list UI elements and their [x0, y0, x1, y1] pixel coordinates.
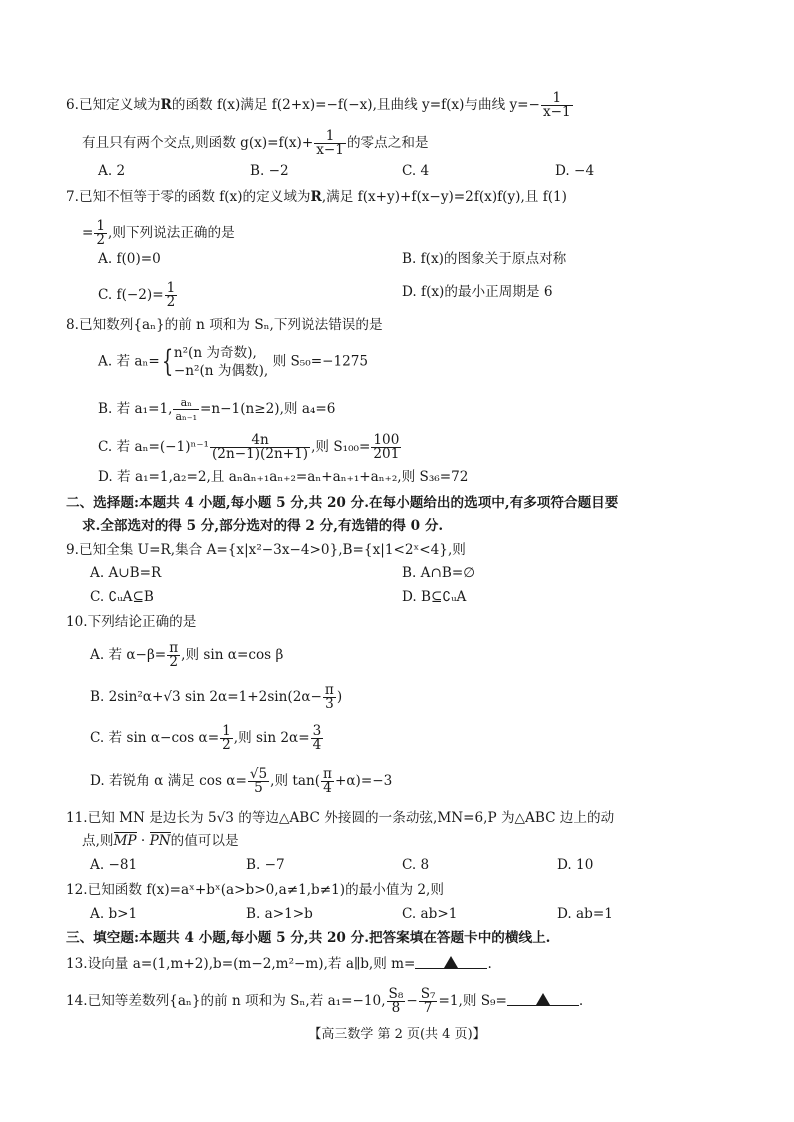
- q6-line2: 有且只有两个交点,则函数 g(x)=f(x)+ $\frac{1}{x-1}$ 的零点之和是: [82, 128, 429, 158]
- q12-option-d: D. ab=1: [557, 906, 613, 922]
- q6-option-d: D. −4: [555, 163, 595, 179]
- q10-option-a: A. 若 α−β= $\frac{\pi}{2}$ ,则 sin α=cos β: [90, 640, 284, 670]
- q9-stem: 9.已知全集 U=R,集合 A={x|x²−3x−4>0},B={x|1<2ˣ<4},则: [66, 542, 466, 558]
- q9-option-c: C. ∁ᵤA⊆B: [90, 589, 154, 605]
- vector-pn: PN: [149, 833, 171, 849]
- q6-option-a: A. 2: [98, 163, 126, 179]
- q8-option-b: B. 若 a₁=1, $\frac{\text{aₙ}}{\text{aₙ₋₁}}$ =n−1(n≥2),则 a₄=6: [98, 396, 336, 423]
- q14-s8-fraction: $\frac{\text{S₈}}{8}$: [388, 986, 404, 1016]
- q6-option-b: B. −2: [250, 163, 289, 179]
- triangle-icon: [536, 993, 550, 1005]
- q10-option-c: C. 若 sin α−cos α= $\frac{1}{2}$ ,则 sin 2α= $\frac{3}{4}$: [90, 723, 322, 753]
- q11-option-a: A. −81: [90, 857, 138, 873]
- q14-line: 14.已知等差数列{aₙ}的前 n 项和为 Sₙ,若 a₁=−10, $\frac{\text{S₈}}{8}$ − $\frac{\text{S₇}}{7}$ =1,则 S₉= .: [66, 986, 584, 1016]
- q6-fraction-2: $\frac{1}{x-1}$: [316, 128, 344, 158]
- q7-option-a: A. f(0)=0: [98, 251, 161, 267]
- q12-option-b: B. a>1>b: [246, 906, 313, 922]
- page-footer: 【高三数学 第 2 页(共 4 页)】: [308, 1027, 486, 1042]
- q9-option-d: D. B⊆∁ᵤA: [402, 589, 467, 605]
- q10-b-fraction: $\frac{\pi}{3}$: [324, 682, 334, 712]
- q14-answer-blank[interactable]: [507, 990, 579, 1006]
- q7-option-b: B. f(x)的图象关于原点对称: [402, 251, 567, 267]
- q10-d-fraction: $\frac{√5}{5}$: [249, 766, 268, 796]
- q10-option-d: D. 若锐角 α 满足 cos α= $\frac{√5}{5}$ ,则 tan( $\frac{\pi}{4}$ +α)=−3: [90, 766, 393, 796]
- q8-c-result-fraction: $\frac{100}{201}$: [373, 432, 400, 462]
- q11-line2: 点,则MP · PN的值可以是: [82, 833, 239, 849]
- q6-fraction-1: $\frac{1}{x-1}$: [542, 90, 571, 120]
- q10-c-result-fraction: $\frac{3}{4}$: [312, 723, 322, 753]
- q7-line1: 7.已知不恒等于零的函数 f(x)的定义域为R,满足 f(x+y)+f(x−y)=2f(x)f(y),且 f(1): [66, 189, 567, 205]
- q12-option-c: C. ab>1: [402, 906, 458, 922]
- q6-line1: 6.已知定义域为R的函数 f(x)满足 f(2+x)=−f(−x),且曲线 y=f(x)与曲线 y=− $\frac{1}{x-1}$: [66, 90, 571, 120]
- q13-answer-blank[interactable]: [415, 953, 487, 969]
- q10-c-fraction: $\frac{1}{2}$: [222, 723, 231, 753]
- q10-d-tan-fraction: $\frac{\pi}{4}$: [323, 766, 332, 796]
- q9-option-b: B. A∩B=∅: [402, 565, 476, 581]
- vector-mp: MP: [113, 833, 137, 849]
- q11-line1: 11.已知 MN 是边长为 5√3 的等边△ABC 外接圆的一条动弦,MN=6,P 为△ABC 边上的动: [66, 810, 615, 826]
- q11-option-d: D. 10: [557, 857, 594, 873]
- q7-option-d: D. f(x)的最小正周期是 6: [402, 284, 553, 300]
- q7-option-c: C. f(−2)= $\frac{1}{2}$: [98, 280, 176, 310]
- q11-option-c: C. 8: [402, 857, 430, 873]
- q12-stem: 12.已知函数 f(x)=aˣ+bˣ(a>b>0,a≠1,b≠1)的最小值为 2,则: [66, 882, 444, 898]
- q11-option-b: B. −7: [246, 857, 285, 873]
- q8-cases: n²(n 为奇数), −n²(n 为偶数),: [173, 345, 269, 379]
- q8-b-fraction: $\frac{\text{aₙ}}{\text{aₙ₋₁}}$: [175, 396, 198, 423]
- q8-option-d: D. 若 a₁=1,a₂=2,且 aₙaₙ₊₁aₙ₊₂=aₙ+aₙ₊₁+aₙ₊₂,则 S₃₆=72: [98, 469, 469, 485]
- q6-option-c: C. 4: [402, 163, 430, 179]
- section2-heading-line2: 求.全部选对的得 5 分,部分选对的得 2 分,有选错的得 0 分.: [82, 518, 444, 534]
- q10-stem: 10.下列结论正确的是: [66, 614, 197, 630]
- q10-a-fraction: $\frac{\pi}{2}$: [169, 640, 179, 670]
- q8-c-fraction: $\frac{4n}{(2n-1)(2n+1)}$: [212, 432, 309, 462]
- section3-heading: 三、填空题:本题共 4 小题,每小题 5 分,共 20 分.把答案填在答题卡中的横线上.: [66, 930, 551, 946]
- q7-option-c-fraction: $\frac{1}{2}$: [166, 280, 176, 310]
- q8-stem: 8.已知数列{aₙ}的前 n 项和为 Sₙ,下列说法错误的是: [66, 317, 383, 333]
- q8-option-c: C. 若 aₙ=(−1)ⁿ⁻¹ $\frac{4n}{(2n-1)(2n+1)}$ ,则 S₁₀₀= $\frac{100}{201}$: [98, 432, 400, 462]
- q12-option-a: A. b>1: [90, 906, 138, 922]
- q13-line: 13.设向量 a=(1,m+2),b=(m−2,m²−m),若 a∥b,则 m= .: [66, 953, 492, 974]
- brace-icon: {: [161, 344, 174, 379]
- q7-line2: = $\frac{1}{2}$ ,则下列说法正确的是: [82, 218, 235, 248]
- q7-half-fraction: $\frac{1}{2}$: [96, 218, 106, 248]
- q14-s7-fraction: $\frac{\text{S₇}}{7}$: [420, 986, 436, 1016]
- q9-option-a: A. A∪B=R: [90, 565, 162, 581]
- triangle-icon: [444, 956, 458, 968]
- section2-heading-line1: 二、选择题:本题共 4 小题,每小题 5 分,共 20 分.在每小题给出的选项中,有多项符合题目要: [66, 495, 619, 511]
- q8-option-a: A. 若 aₙ={ n²(n 为奇数), −n²(n 为偶数), 则 S₅₀=−1275: [98, 344, 369, 379]
- q10-option-b: B. 2sin²α+√3 sin 2α=1+2sin(2α− $\frac{\pi}{3}$ ): [90, 682, 343, 712]
